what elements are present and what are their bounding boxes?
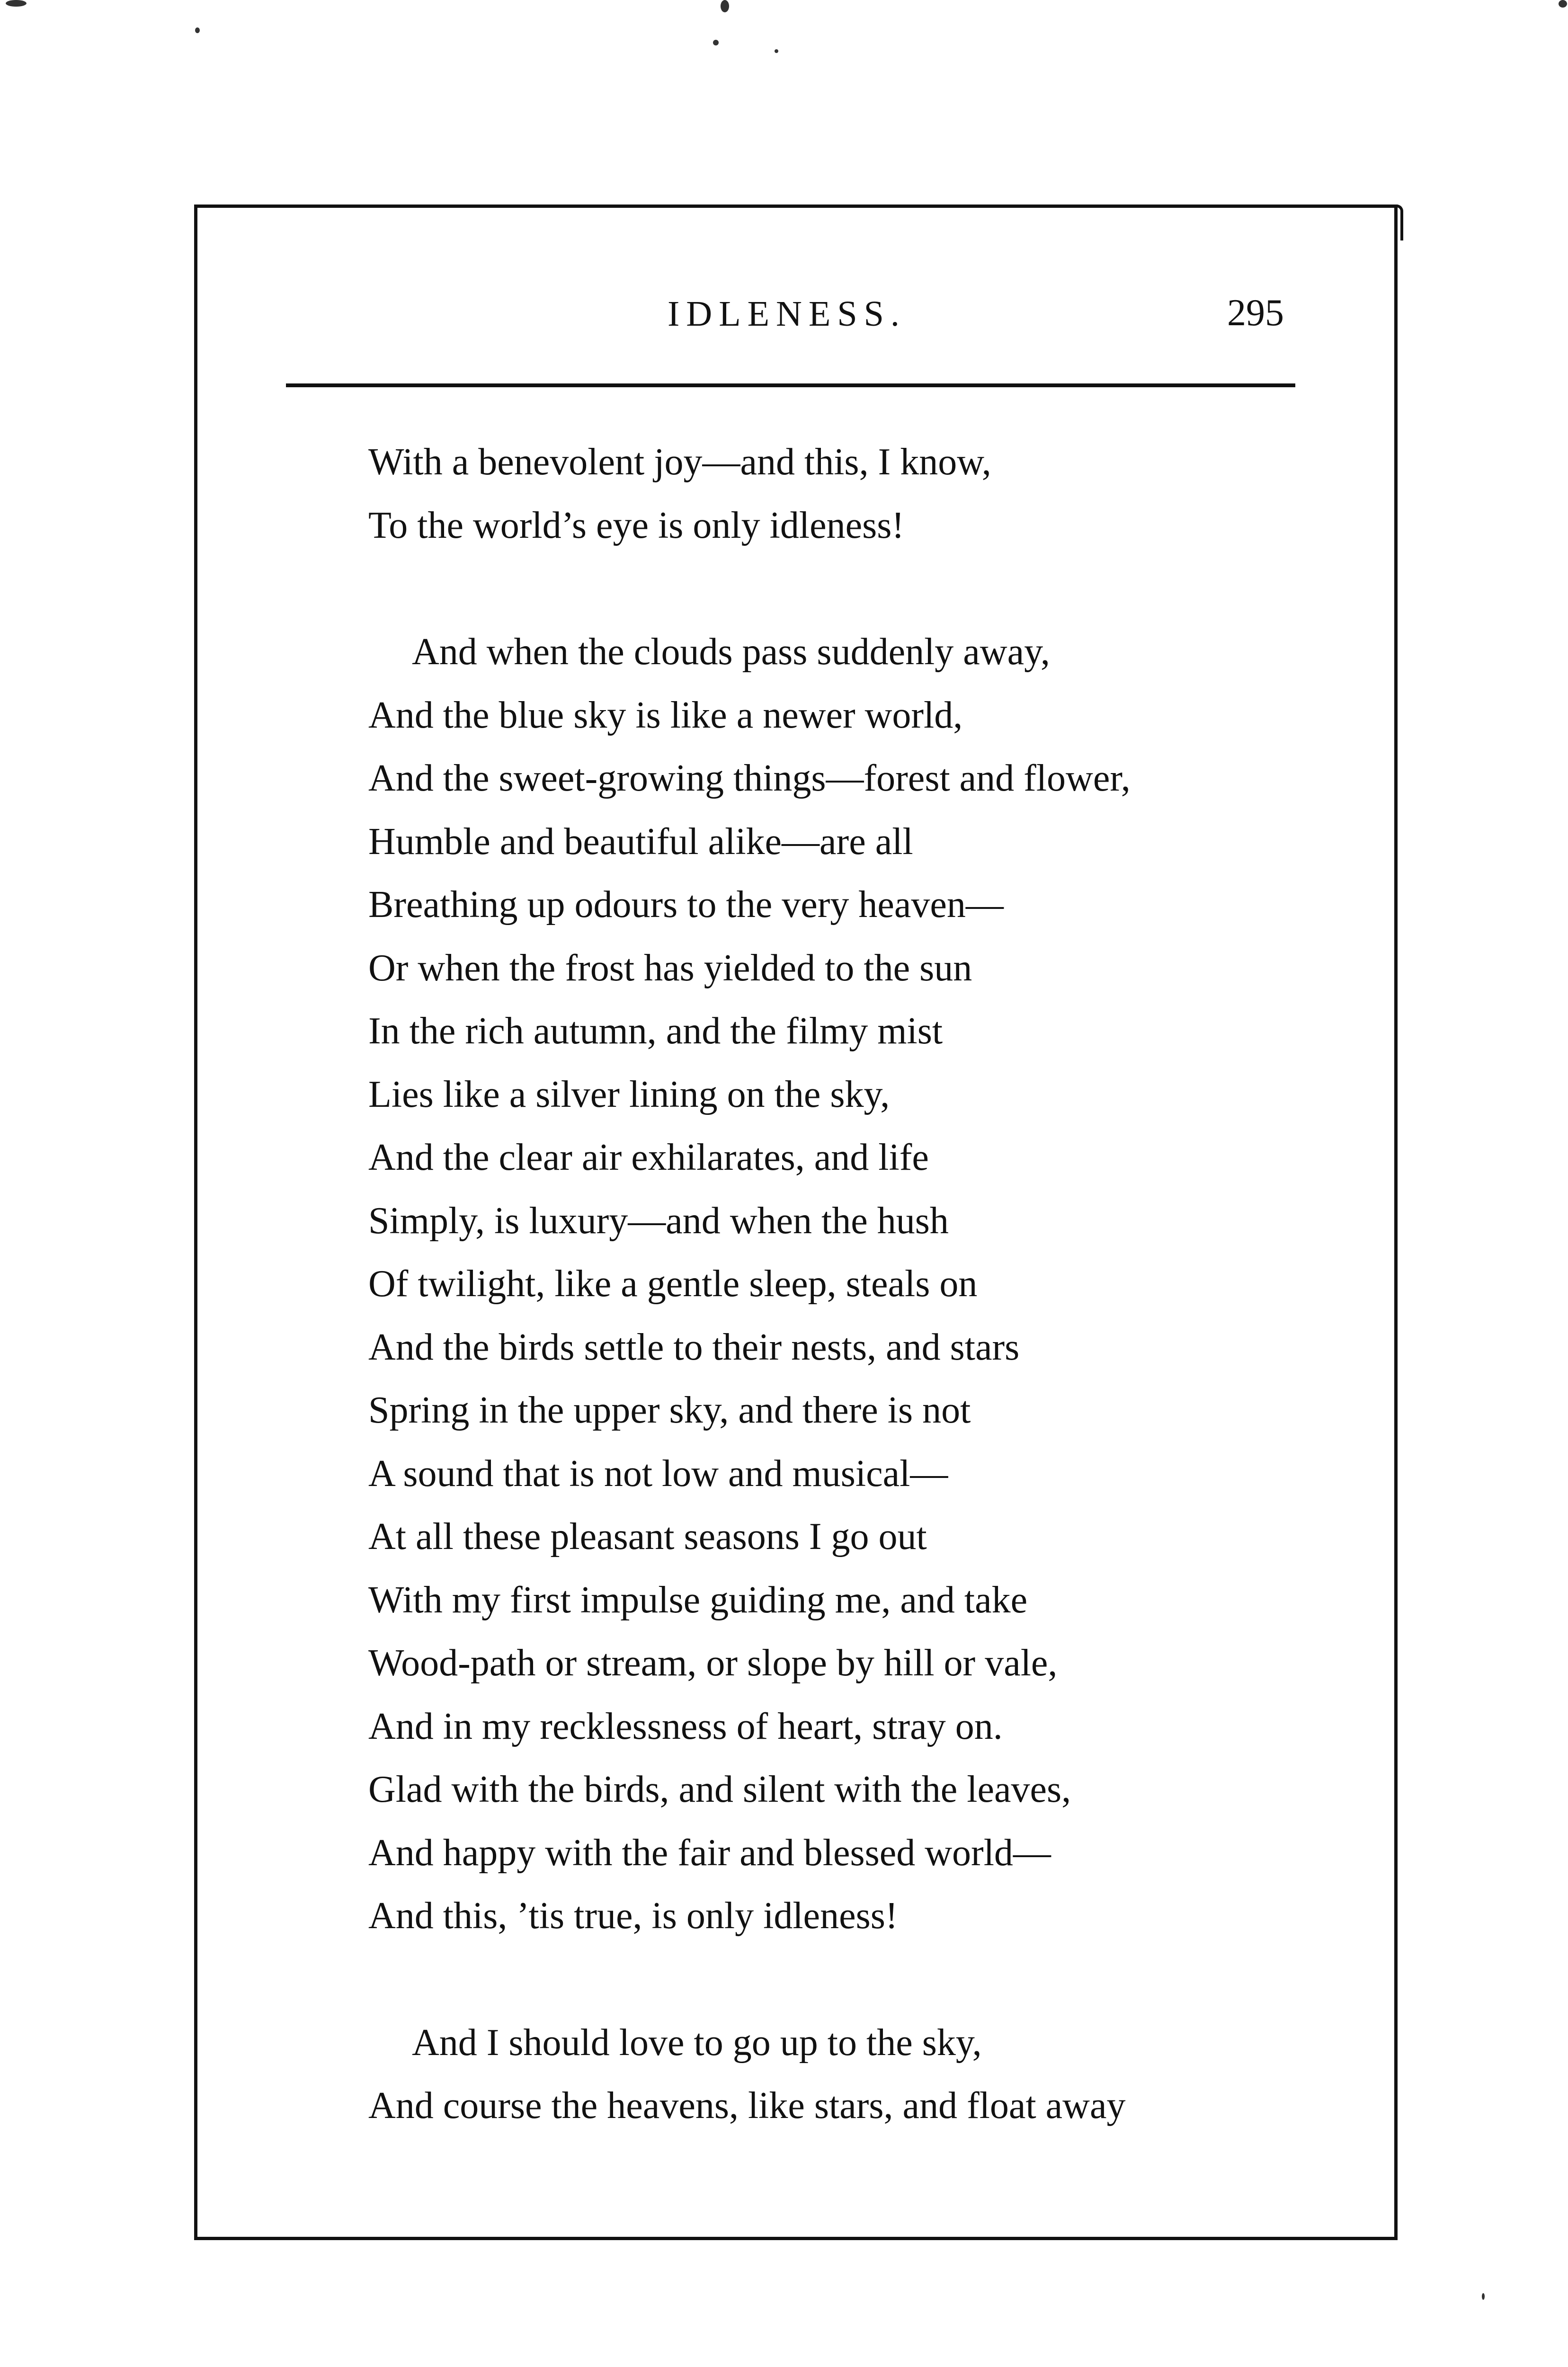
stanza-2 — [368, 621, 1363, 1948]
poem-line: And the sweet-growing things—forest and flower, — [368, 757, 1131, 799]
scan-speck — [195, 27, 200, 33]
poem-line: With a benevolent joy—and this, I know, — [368, 441, 991, 483]
stanza-3 — [368, 2011, 1363, 2138]
poem-line: And I should love to go up to the sky, — [412, 2021, 982, 2064]
running-head — [0, 284, 1568, 350]
poem-line: Or when the frost has yielded to the sun — [368, 947, 972, 989]
page-frame-corner — [1394, 205, 1403, 240]
scan-speck — [775, 49, 778, 53]
poem-line: And when the clouds pass suddenly away, — [412, 631, 1050, 673]
scan-speck — [1482, 2293, 1485, 2300]
poem-line: Breathing up odours to the very heaven— — [368, 884, 1004, 925]
poem-line: With my first impulse guiding me, and take — [368, 1579, 1028, 1621]
poem — [368, 431, 1363, 2201]
poem-line: And course the heavens, like stars, and float away — [368, 2085, 1126, 2127]
poem-line: To the world’s eye is only idleness! — [368, 504, 904, 546]
scan-speck — [6, 0, 27, 7]
poem-line: Lies like a silver lining on the sky, — [368, 1073, 890, 1115]
header-rule — [286, 383, 1295, 387]
poem-line: And happy with the fair and blessed world— — [368, 1832, 1051, 1874]
poem-line: At all these pleasant seasons I go out — [368, 1516, 927, 1557]
poem-line: And the birds settle to their nests, and stars — [368, 1326, 1020, 1368]
stanza-1 — [368, 431, 1363, 557]
poem-line: Of twilight, like a gentle sleep, steals on — [368, 1263, 978, 1305]
page-title: IDLENESS. — [668, 294, 906, 334]
scan-speck — [713, 40, 719, 45]
scan-speck — [1559, 0, 1567, 8]
poem-line: Humble and beautiful alike—are all — [368, 820, 913, 863]
poem-line: And the blue sky is like a newer world, — [368, 694, 963, 736]
poem-line: Simply, is luxury—and when the hush — [368, 1200, 949, 1242]
scan-speck — [721, 0, 729, 12]
poem-line: Spring in the upper sky, and there is not — [368, 1389, 971, 1431]
poem-line: In the rich autumn, and the filmy mist — [368, 1010, 943, 1052]
poem-line: A sound that is not low and musical— — [368, 1452, 948, 1495]
poem-line: And in my recklessness of heart, stray on. — [368, 1705, 1003, 1747]
poem-line: Glad with the birds, and silent with the leaves, — [368, 1769, 1071, 1810]
page-number: 295 — [1227, 292, 1284, 334]
poem-line: Wood-path or stream, or slope by hill or vale, — [368, 1642, 1058, 1684]
poem-line: And this, ’tis true, is only idleness! — [368, 1895, 898, 1937]
poem-line: And the clear air exhilarates, and life — [368, 1137, 929, 1178]
